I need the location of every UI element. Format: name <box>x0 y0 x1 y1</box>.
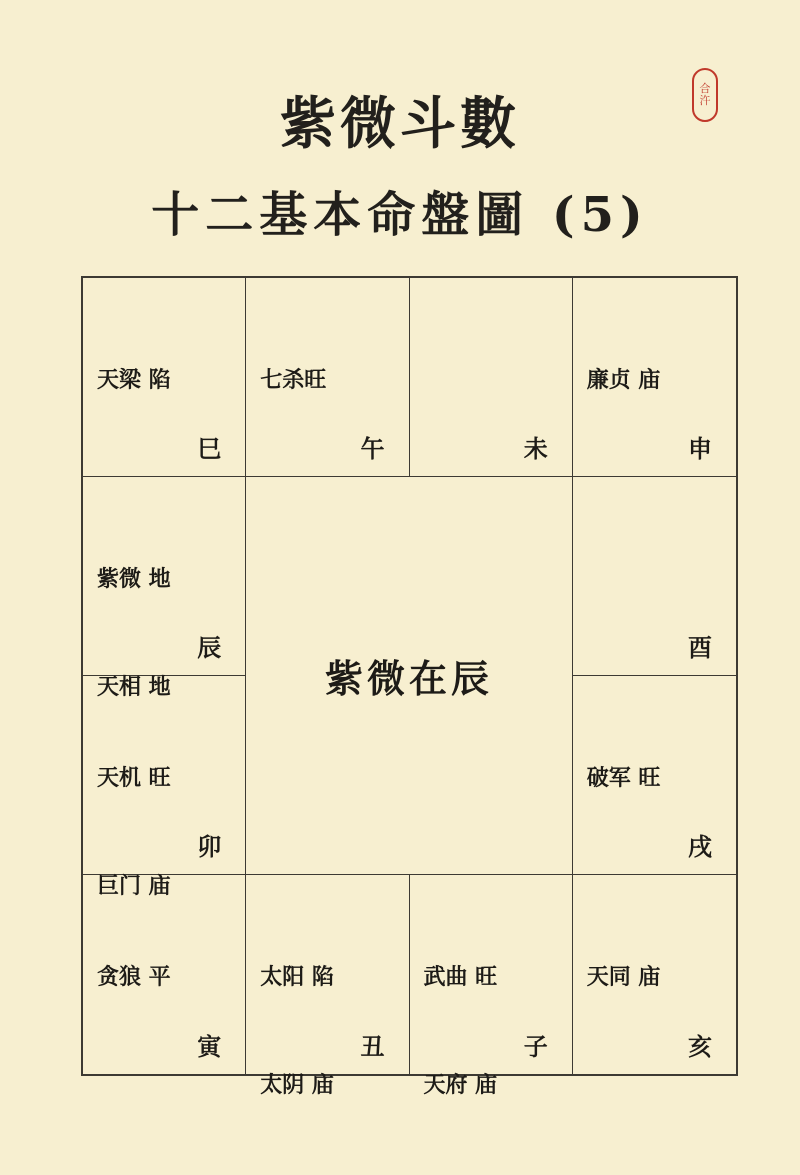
palace-branch: 午 <box>360 434 385 463</box>
star-line: 天同 庙 <box>586 964 661 990</box>
palace-stars <box>587 887 661 1067</box>
palace-xu <box>573 676 736 875</box>
palace-you <box>573 477 736 676</box>
star-line: 天相 地 <box>97 674 171 700</box>
star-line: 天府 庙 <box>423 1072 498 1098</box>
palace-branch: 戌 <box>688 832 712 861</box>
star-line: 巨门 庙 <box>97 873 171 899</box>
palace-shen <box>573 278 736 477</box>
palace-stars <box>97 887 171 1067</box>
palace-stars <box>260 887 334 1175</box>
palace-wei <box>410 278 573 477</box>
palace-stars <box>587 290 661 470</box>
palace-branch: 子 <box>523 1032 548 1061</box>
palace-branch: 申 <box>688 434 712 463</box>
palace-branch: 寅 <box>197 1032 222 1061</box>
palace-branch: 未 <box>523 434 548 463</box>
page-title: 紫微斗數 <box>280 91 520 157</box>
palace-branch: 丑 <box>360 1032 385 1061</box>
palace-wu <box>246 278 409 477</box>
star-line: 太阳 陷 <box>260 964 334 990</box>
palace-chou <box>246 875 409 1098</box>
page-subtitle: 十二基本命盤圖 (5) <box>151 187 649 243</box>
palace-branch: 卯 <box>197 832 222 861</box>
star-line: 紫微 地 <box>97 566 171 592</box>
palace-chen <box>83 477 246 700</box>
star-line: 七杀旺 <box>260 367 327 393</box>
palace-zi <box>410 875 573 1098</box>
center-panel <box>246 477 573 875</box>
palace-branch: 亥 <box>688 1032 712 1061</box>
palace-si <box>83 278 246 477</box>
destiny-chart <box>81 276 738 1098</box>
palace-branch: 巳 <box>197 434 222 463</box>
palace-branch: 辰 <box>197 633 222 662</box>
palace-stars <box>260 290 326 470</box>
star-line: 天梁 陷 <box>97 367 171 393</box>
center-label: 紫微在辰 <box>324 656 493 701</box>
palace-branch: 酉 <box>688 633 712 662</box>
star-line: 廉贞 庙 <box>586 367 661 393</box>
star-line: 贪狼 平 <box>97 964 171 990</box>
palace-mao <box>83 676 246 899</box>
palace-stars <box>587 688 661 868</box>
palace-stars <box>424 887 498 1175</box>
palace-yin <box>83 875 246 1074</box>
star-line: 天机 旺 <box>97 765 171 791</box>
star-line: 太阴 庙 <box>260 1072 334 1098</box>
star-line: 破军 旺 <box>586 765 661 791</box>
star-line: 武曲 旺 <box>423 964 498 990</box>
palace-stars <box>97 290 171 470</box>
seal-stamp: 合 汻 <box>692 68 718 122</box>
palace-hai <box>573 875 736 1074</box>
